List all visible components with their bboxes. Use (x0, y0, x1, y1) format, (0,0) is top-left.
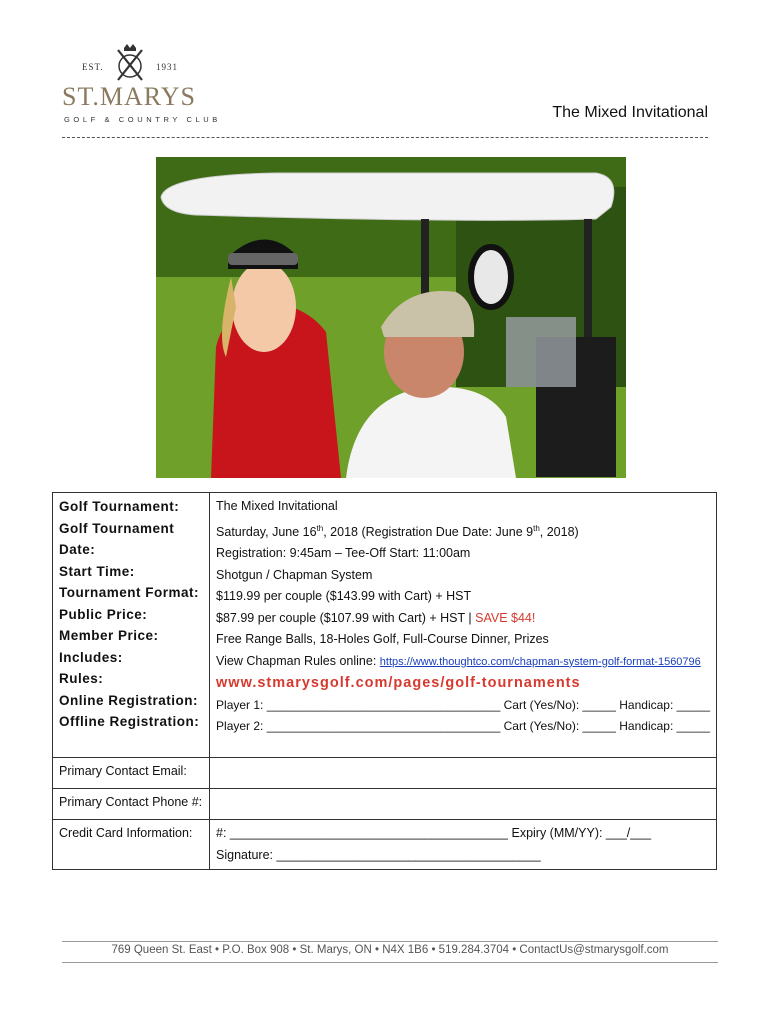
logo-subtitle: GOLF & COUNTRY CLUB (64, 115, 221, 124)
rules-label: Rules: (59, 671, 104, 686)
date-value: Saturday, June 16th, 2018 (Registration Due Date: June 9th, 2018) (216, 523, 579, 539)
credit-card-label: Credit Card Information: (53, 820, 210, 870)
member-savings: SAVE $44! (475, 610, 536, 625)
footer-address: 769 Queen St. East • P.O. Box 908 • St. Marys, ON • N4X 1B6 • 519.284.3704 • ContactUs@stmarysgolf.com (111, 944, 669, 956)
online-registration-label: Online Registration: (59, 692, 199, 708)
rules-value: View Chapman Rules online: https://www.thoughtco.com/chapman-system-golf-format-1560796 (216, 653, 701, 668)
logo-name: ST.MARYS (62, 82, 196, 111)
signature-field[interactable]: Signature: ______________________________________ (216, 847, 541, 862)
player2-field[interactable]: Player 2: ___________________________________ Cart (Yes/No): _____ Handicap: _____ (216, 719, 710, 734)
credit-card-fields (210, 820, 717, 870)
format-value: Shotgun / Chapman System (216, 567, 373, 582)
logo-est: EST. (82, 62, 104, 72)
logo-year: 1931 (156, 62, 178, 72)
includes-value: Free Range Balls, 18-Holes Golf, Full-Course Dinner, Prizes (216, 632, 549, 647)
start-time-label: Start Time: (59, 563, 135, 579)
header-divider (62, 137, 708, 138)
date-label: Golf Tournament Date: (59, 520, 175, 557)
details-labels (53, 493, 210, 758)
footer-divider-bottom (62, 962, 718, 963)
format-label: Tournament Format: (59, 585, 199, 600)
player1-field[interactable]: Player 1: ___________________________________ Cart (Yes/No): _____ Handicap: _____ (216, 697, 710, 712)
crossed-clubs-crest-icon (110, 42, 150, 84)
offline-registration-label: Offline Registration: (59, 714, 200, 729)
public-price-value: $119.99 per couple ($143.99 with Cart) + HST (216, 589, 472, 604)
online-registration-link[interactable]: www.stmarysgolf.com/pages/golf-tournaments (216, 675, 581, 692)
contact-email-label: Primary Contact Email: (53, 758, 210, 789)
chapman-rules-link[interactable]: https://www.thoughtco.com/chapman-system-golf-format-1560796 (379, 655, 701, 668)
tournament-label: Golf Tournament: (59, 499, 180, 514)
contact-phone-field[interactable] (210, 789, 717, 820)
member-price-value: $87.99 per couple ($107.99 with Cart) + HST | SAVE $44! (216, 610, 536, 625)
details-values (210, 493, 717, 758)
club-logo (60, 40, 221, 130)
card-number-field[interactable]: #: ________________________________________ Expiry (MM/YY): ___/___ (216, 826, 652, 840)
golfers-cart-photo (156, 157, 626, 478)
tournament-value: The Mixed Invitational (216, 499, 338, 513)
member-price-label: Member Price: (59, 628, 159, 643)
contact-phone-label: Primary Contact Phone #: (53, 789, 210, 820)
page-title: The Mixed Invitational (552, 104, 708, 121)
tournament-details-table (52, 492, 717, 870)
start-time-value: Registration: 9:45am – Tee-Off Start: 11:00am (216, 546, 471, 561)
contact-email-field[interactable] (210, 758, 717, 789)
includes-label: Includes: (59, 649, 123, 665)
public-price-label: Public Price: (59, 606, 148, 622)
footer-divider-top (62, 941, 718, 942)
